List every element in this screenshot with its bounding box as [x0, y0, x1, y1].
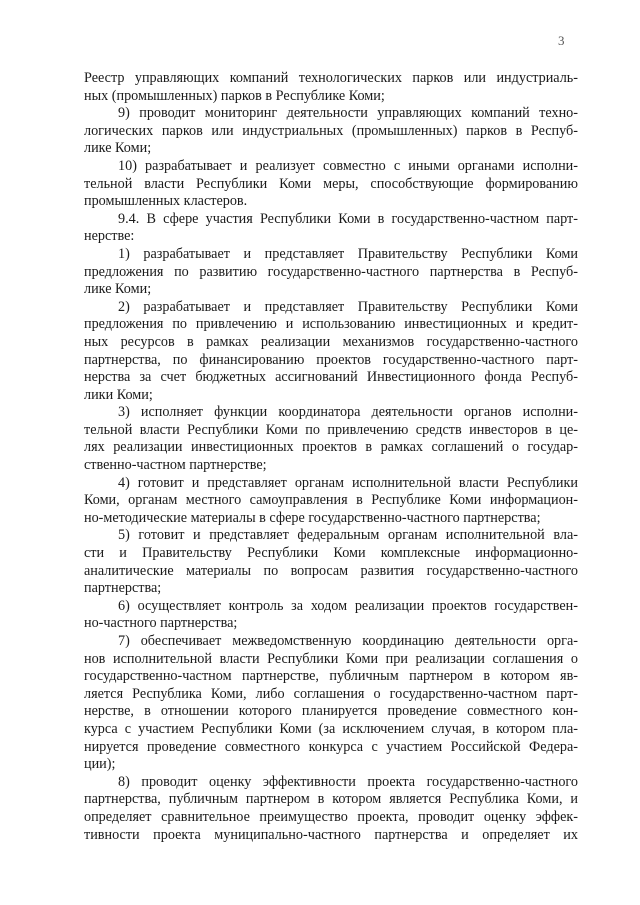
text-line: но-частного партнерства;: [84, 615, 238, 632]
paragraph-p-9: [84, 105, 578, 158]
text-line: 5) готовит и представляет федеральным органам исполнительной вла-: [118, 527, 578, 544]
text-line: нируется проведение совместного конкурса с участием Российской Федера-: [84, 738, 578, 755]
text-line: государственно-частном партнерстве, публичным партнером в котором яв-: [84, 668, 578, 685]
text-line: 4) готовит и представляет органам исполнительной власти Республики: [118, 474, 578, 491]
text-line: лике Коми;: [84, 140, 152, 157]
paragraph-p-9-4-7: [84, 633, 578, 774]
text-line: 7) обеспечивает межведомственную координацию деятельности орга-: [118, 633, 578, 649]
paragraph-p-10: [84, 158, 578, 211]
page-number: 3: [558, 33, 565, 48]
text-line: партнерства, по финансированию проектов государственно-частного парт-: [84, 351, 578, 368]
paragraph-p-9-4-6: [84, 598, 578, 633]
text-line: ных ресурсов в рамках реализации механизмов государственно-частного: [84, 333, 578, 350]
paragraph-p-9-4-8: [84, 774, 578, 844]
text-line: предложения по развитию государственно-частного партнерства в Респуб-: [84, 263, 578, 280]
text-line: 9.4. В сфере участия Республики Коми в государственно-частном парт-: [118, 210, 578, 227]
text-line: сти и Правительству Республики Коми комплексные информационно-: [84, 545, 578, 562]
text-line: предложения по привлечению и использованию инвестиционных и кредит-: [84, 316, 578, 333]
text-line: Реестр управляющих компаний технологических парков или индустриаль-: [84, 70, 578, 86]
text-line: аналитические материалы по вопросам развития государственно-частного: [84, 562, 578, 579]
paragraph-p-9-4: [84, 211, 578, 246]
text-line: 10) разрабатывает и реализует совместно с иными органами исполни-: [118, 157, 578, 174]
text-line: определяет сравнительное преимущество проекта, проводит оценку эффек-: [84, 808, 578, 825]
text-line: ции);: [84, 756, 116, 773]
text-line: логических парков или индустриальных (промышленных) парков в Респуб-: [84, 122, 578, 139]
text-line: 6) осуществляет контроль за ходом реализации проектов государствен-: [118, 597, 578, 614]
text-line: ляется Республика Коми, либо соглашения о государственно-частном парт-: [84, 685, 578, 702]
paragraph-p-9-4-3: [84, 404, 578, 474]
paragraph-p-9-4-4: [84, 475, 578, 528]
text-line: нерстве:: [84, 228, 135, 245]
text-line: курса с участием Республики Коми (за исключением случая, в котором пла-: [84, 720, 578, 737]
text-line: лях реализации инвестиционных проектов в рамках соглашений о государ-: [84, 439, 578, 456]
paragraph-p-9-4-1: [84, 246, 578, 299]
text-line: тельной власти Республики Коми по привлечению средств инвесторов в це-: [84, 421, 578, 438]
text-line: ственно-частном партнерстве;: [84, 457, 267, 474]
text-line: лике Коми;: [84, 281, 152, 298]
text-line: тивности проекта муниципально-частного партнерства и определяет их: [84, 826, 578, 843]
text-line: 8) проводит оценку эффективности проекта государственно-частного: [118, 773, 578, 790]
text-line: но-методические материалы в сфере государственно-частного партнерства;: [84, 509, 541, 526]
text-line: промышленных кластеров.: [84, 193, 248, 210]
paragraph-p-9-4-2: [84, 299, 578, 405]
text-line: ных (промышленных) парков в Республике Коми;: [84, 87, 385, 104]
text-line: 9) проводит мониторинг деятельности управляющих компаний техно-: [118, 105, 578, 122]
text-line: партнерства;: [84, 580, 162, 597]
text-line: партнерства, публичным партнером в котором является Республика Коми, и: [84, 791, 578, 808]
paragraph-p-9-4-5: [84, 527, 578, 597]
text-line: нов исполнительной власти Республики Коми при реализации соглашения о: [84, 650, 578, 667]
text-line: Коми, органам местного самоуправления в Республике Коми информацион-: [84, 492, 578, 509]
text-line: 3) исполняет функции координатора деятельности органов исполни-: [118, 404, 578, 421]
text-line: нерстве, в отношении которого планируется проведение совместного кон-: [84, 703, 578, 720]
text-line: нерства за счет бюджетных ассигнований Инвестиционного фонда Респуб-: [84, 369, 578, 386]
text-line: 2) разрабатывает и представляет Правительству Республики Коми: [118, 298, 578, 315]
text-line: 1) разрабатывает и представляет Правительству Республики Коми: [118, 245, 578, 262]
paragraph-p-registry: [84, 70, 578, 105]
text-line: тельной власти Республики Коми меры, способствующие формированию: [84, 175, 578, 192]
document-body: [84, 70, 578, 844]
text-line: лики Коми;: [84, 386, 153, 403]
